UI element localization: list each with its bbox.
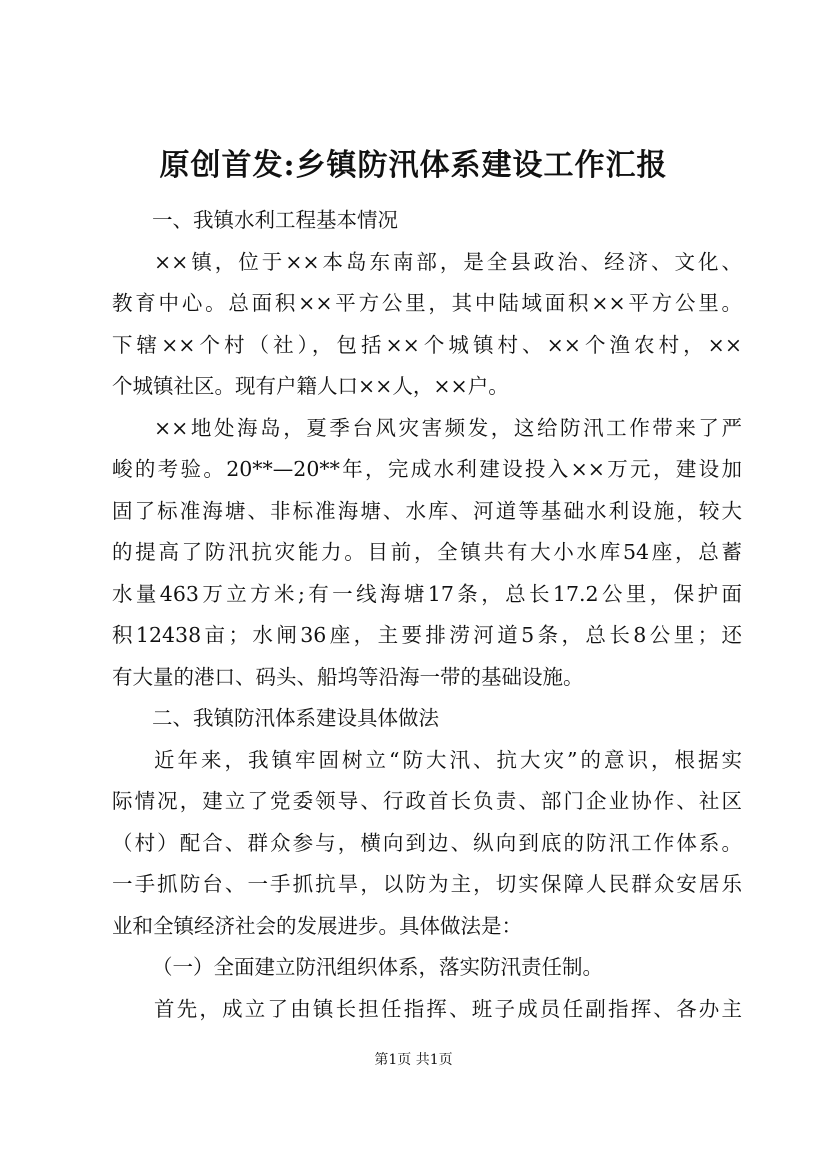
paragraph-line: 的提高了防汛抗灾能力。目前，全镇共有大小水库54座，总蓄: [112, 540, 742, 564]
paragraph-line: 固了标准海塘、非标准海塘、水库、河道等基础水利设施，较大: [112, 498, 742, 523]
document-title: 原创首发:乡镇防汛体系建设工作汇报: [159, 148, 668, 183]
paragraph-line: 近年来，我镇牢固树立“防大汛、抗大灾”的意识，根据实: [154, 747, 742, 772]
paragraph-line: 首先，成立了由镇长担任指挥、班子成员任副指挥、各办主: [154, 996, 742, 1021]
paragraph-line: 下辖××个村（社），包括××个城镇村、××个渔农村，××: [112, 332, 742, 357]
paragraph-line: 业和全镇经济社会的发展进步。具体做法是：: [112, 913, 522, 938]
paragraph-line: 教育中心。总面积××平方公里，其中陆域面积××平方公里。: [112, 291, 742, 315]
section-heading-2: 二、我镇防汛体系建设具体做法: [152, 706, 439, 730]
document-body: [112, 200, 742, 1030]
paragraph-line: 一手抓防台、一手抓抗旱，以防为主，切实保障人民群众安居乐: [112, 872, 742, 896]
paragraph-line: 个城镇社区。现有户籍人口××人，××户。: [112, 374, 509, 398]
paragraph-line: （村）配合、群众参与，横向到边、纵向到底的防汛工作体系。: [112, 830, 742, 855]
paragraph-line: ××地处海岛，夏季台风灾害频发，这给防汛工作带来了严: [154, 415, 742, 440]
subsection-heading-1: （一）全面建立防汛组织体系，落实防汛责任制。: [152, 955, 603, 979]
paragraph-line: 际情况，建立了党委领导、行政首长负责、部门企业协作、社区: [112, 789, 742, 813]
section-heading-1: 一、我镇水利工程基本情况: [152, 208, 398, 232]
paragraph-line: 峻的考验。20**—20**年，完成水利建设投入××万元，建设加: [112, 457, 742, 481]
paragraph-line: ××镇，位于××本岛东南部，是全县政治、经济、文化、: [154, 249, 742, 274]
page-footer: 第1页 共1页: [374, 1052, 453, 1068]
paragraph-line: 有大量的港口、码头、船坞等沿海一带的基础设施。: [112, 664, 584, 689]
paragraph-line: 积12438亩；水闸36座，主要排涝河道5条，总长8公里；还: [112, 623, 742, 647]
paragraph-line: 水量463万立方米;有一线海塘17条，总长17.2公里，保护面: [112, 581, 742, 606]
